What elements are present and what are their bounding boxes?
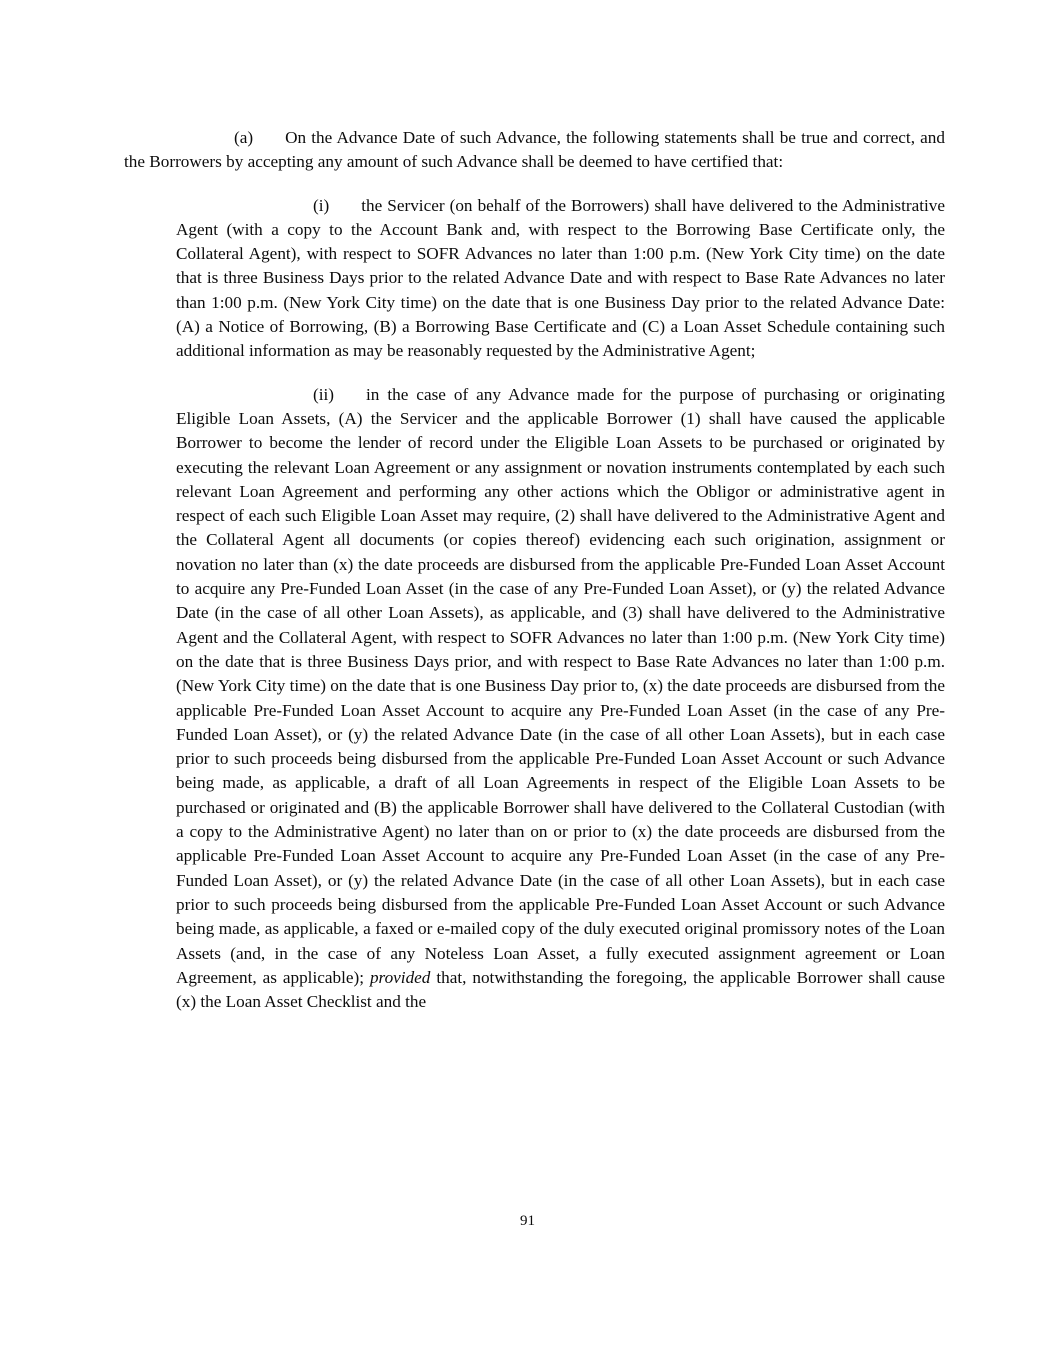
clause-a-text: On the Advance Date of such Advance, the following statements shall be true and correct, and the Borrowers by accepting any amount of such Advance shall be deemed to have certified that: — [124, 128, 945, 172]
clause-a-item-ii-text: in the case of any Advance made for the purpose of purchasing or originating Eligible Loan Assets, (A) the Servicer and the applicable Borrower (1) shall have caused the applicable Borrower to become the lender of record under the Eligible Loan Assets to be purchased or originated by executing the relevant Loan Agreement or any assignment or novation instruments contemplated by each such relevant Loan Agreement and performing any other actions which the Obligor or administrative agent in respect of each such Eligible Loan Asset may require, (2) shall have delivered to the Administrative Agent and the Collateral Agent all documents (or copies thereof) evidencing each such origination, assignment or novation no later than (x) the date proceeds are disbursed from the applicable Pre-Funded Loan Asset Account to acquire any Pre-Funded Loan Asset (in the case of any Pre-Funded Loan Asset), or (y) the related Advance Date (in the case of all other Loan Assets), as applicable, and (3) shall have delivered to the Administrative Agent and the Collateral Agent, with respect to SOFR Advances no later than 1:00 p.m. (New York City time) on the date that is three Business Days prior, and with respect to Base Rate Advances no later than 1:00 p.m. (New York City time) on the date that is one Business Day prior to, (x) the date proceeds are disbursed from the applicable Pre-Funded Loan Asset Account to acquire any Pre-Funded Loan Asset (in the case of any Pre-Funded Loan Asset), or (y) the related Advance Date (in the case of all other Loan Assets), but in each case prior to such proceeds being disbursed from the applicable Pre-Funded Loan Asset Account or such Advance being made, as applicable, a draft of all Loan Agreements in respect of the Eligible Loan Assets to be purchased or originated and (B) the applicable Borrower shall have delivered to the Collateral Custodian (with a copy to the Administrative Agent) no later than on or prior to (x) the date proceeds are disbursed from the applicable Pre-Funded Loan Asset Account to acquire any Pre-Funded Loan Asset (in the case of any Pre-Funded Loan Asset), or (y) the related Advance Date (in the case of all other Loan Assets), but in each case prior to such proceeds being disbursed from the applicable Pre-Funded Loan Asset Account or such Advance being made, as applicable, a faxed or e-mailed copy of the duly executed original promissory notes of the Loan Assets (and, in the case of any Noteless Loan Asset, a fully executed assignment agreement or Loan Agreement, as applicable); provided that, notwithstanding the foregoing, the applicable Borrower shall cause (x) the Loan Asset Checklist and the — [176, 384, 945, 1012]
clause-a-paragraph — [124, 126, 945, 175]
page-number: 91 — [520, 1213, 535, 1229]
clause-a-item-ii-paragraph — [176, 383, 945, 1015]
clause-a-item-ii-label: (ii) — [313, 384, 334, 404]
clause-a-label: (a) — [234, 128, 254, 147]
clause-a-item-i-paragraph — [176, 194, 945, 364]
clause-a-item-i-label: (i) — [313, 195, 330, 215]
clause-a-item-i-text: the Servicer (on behalf of the Borrowers) shall have delivered to the Administrative Agent (with a copy to the Account Bank and, with respect to the Borrowing Base Certificate only, the Collateral Agent), with respect to SOFR Advances no later than 1:00 p.m. (New York City time) on the date that is three Business Days prior to the related Advance Date and with respect to Base Rate Advances no later than 1:00 p.m. (New York City time) on the date that is one Business Day prior to the related Advance Date: (A) a Notice of Borrowing, (B) a Borrowing Base Certificate and (C) a Loan Asset Schedule containing such additional information as may be reasonably requested by the Administrative Agent; — [176, 195, 945, 361]
